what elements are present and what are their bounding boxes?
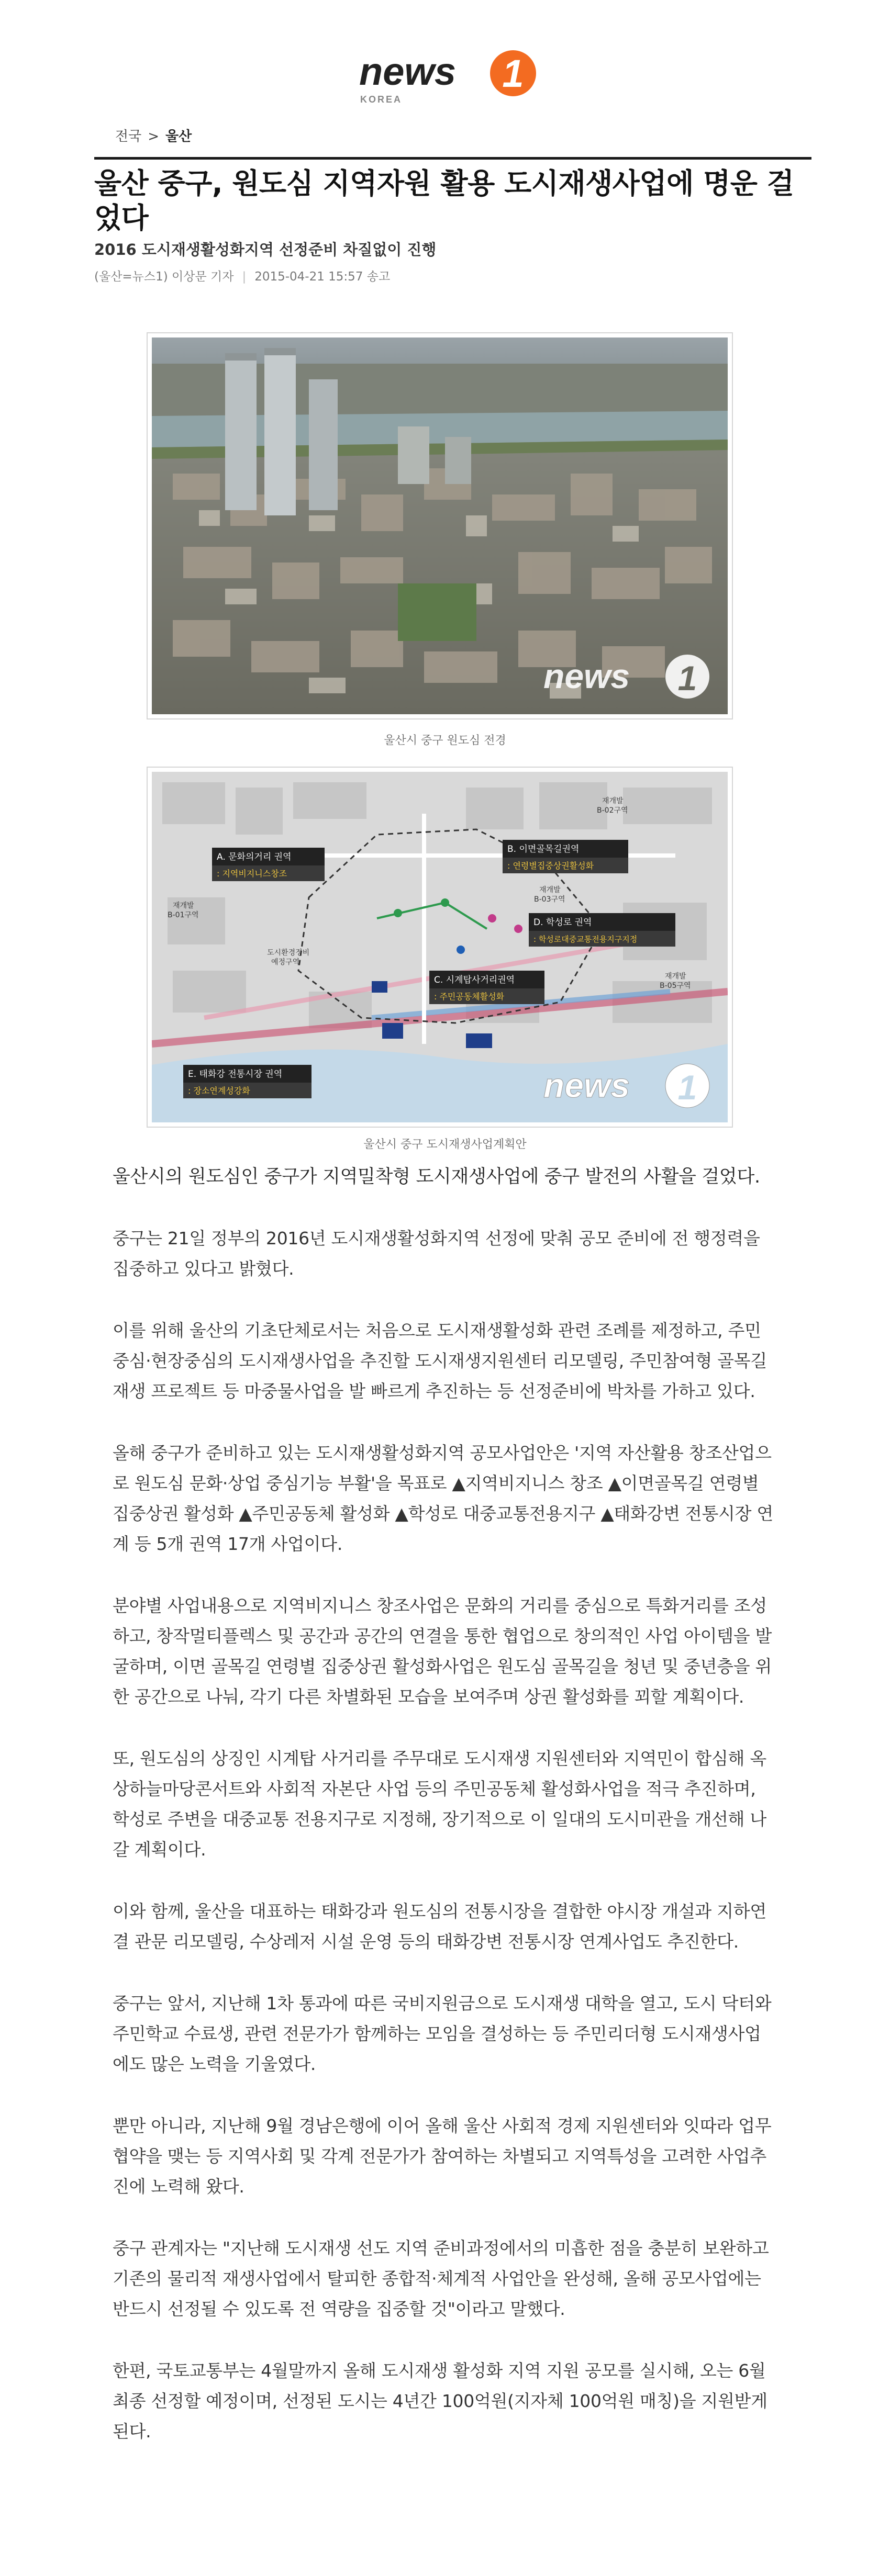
- article-paragraph: 울산시의 원도심인 중구가 지역밀착형 도시재생사업에 중구 발전의 사활을 걸었다.: [113, 1166, 760, 1187]
- article-subhead: 2016 도시재생활성화지역 선정준비 차질없이 진행: [94, 241, 437, 258]
- district-label: 재개발 B-03구역: [534, 886, 565, 904]
- breadcrumb-section-link[interactable]: 전국: [115, 129, 142, 144]
- logo-tagline: KOREA: [360, 94, 403, 105]
- zone-a-label: [212, 848, 325, 881]
- article-paragraph: 올해 중구가 준비하고 있는 도시재생활성화지역 공모사업안은 '지역 자산활용 창조산업으로 원도심 문화·상업 중심기능 부활'을 목표로 ▲지역비지니스 창조 ▲이면골목길 연령별 집중상권 활성화 ▲주민공동체 활성화 ▲학성로 대중교통전용지구 ▲태화강변 전통시장 연계 등 5개 권역 17개 사업이다.: [113, 1443, 773, 1554]
- figure-aerial-photo[interactable]: [147, 332, 733, 719]
- svg-text:: 학성로대중교통전용지구지정: : 학성로대중교통전용지구지정: [533, 935, 638, 944]
- news1-watermark-icon: [543, 651, 716, 704]
- logo-numeral: 1: [502, 52, 524, 95]
- svg-text:1: 1: [677, 1068, 697, 1107]
- article-paragraph: 중구는 21일 정부의 2016년 도시재생활성화지역 선정에 맞춰 공모 준비에 전 행정력을 집중하고 있다고 밝혔다.: [113, 1228, 760, 1279]
- zone-d-label: [529, 913, 675, 947]
- svg-text:: 연령별집중상권활성화: : 연령별집중상권활성화: [507, 861, 594, 871]
- figure-caption-aerial: 울산시 중구 원도심 전경: [384, 734, 506, 747]
- article-byline: [94, 267, 390, 284]
- district-label: 재개발 B-01구역: [168, 902, 199, 919]
- svg-text:news: news: [543, 657, 630, 695]
- breadcrumb-current-link[interactable]: 울산: [165, 129, 192, 144]
- zone-e-label: [183, 1065, 312, 1098]
- article-paragraph: 뿐만 아니라, 지난해 9월 경남은행에 이어 올해 울산 사회적 경제 지원센터와 잇따라 업무 협약을 맺는 등 지역사회 및 각계 전문가가 참여하는 차별되고 지역특성을 고려한 사업추진에 노력해 왔다.: [113, 2116, 772, 2197]
- byline-timestamp: 2015-04-21 15:57 송고: [254, 270, 391, 284]
- district-label: 도시환경정비 예정구역: [267, 949, 310, 966]
- article-body: [113, 1162, 777, 2478]
- article-paragraph: 중구 관계자는 "지난해 도시재생 선도 지역 준비과정에서의 미흡한 점을 충분히 보완하고 기존의 물리적 재생사업에서 탈피한 종합적·체계적 사업안을 완성해, 올해 공모사업에는 반드시 선정될 수 있도록 전 역량을 집중할 것"이라고 말했다.: [113, 2238, 769, 2319]
- article-paragraph: 또, 원도심의 상징인 시계탑 사거리를 주무대로 도시재생 지원센터와 지역민이 합심해 옥상하늘마당콘서트와 사회적 자본단 사업 등의 주민공동체 활성화사업을 적극 추진하며, 학성로 주변을 대중교통 전용지구로 지정해, 장기적으로 이 일대의 도시미관을 개선해 나갈 계획이다.: [113, 1748, 766, 1860]
- article-paragraph: 중구는 앞서, 지난해 1차 통과에 따른 국비지원금으로 도시재생 대학을 열고, 도시 닥터와 주민학교 수료생, 관련 전문가가 함께하는 모임을 결성하는 등 주민리더형 도시재생사업에도 많은 노력을 기울였다.: [113, 1993, 772, 2074]
- district-label: 재개발 B-02구역: [597, 797, 628, 815]
- svg-text:news: news: [543, 1066, 630, 1105]
- svg-text:E. 태화강 전통시장 권역: E. 태화강 전통시장 권역: [188, 1069, 283, 1079]
- svg-text:D. 학성로 권역: D. 학성로 권역: [533, 917, 592, 928]
- header-divider: [94, 157, 811, 160]
- byline-separator: |: [242, 270, 247, 284]
- figure-plan-map[interactable]: [147, 767, 733, 1128]
- logo-wordmark: news: [359, 50, 457, 93]
- svg-text:C. 시계탑사거리권역: C. 시계탑사거리권역: [434, 975, 515, 985]
- svg-text:: 지역비지니스창조: : 지역비지니스창조: [217, 869, 287, 879]
- svg-text:B. 이면골목길권역: B. 이면골목길권역: [507, 844, 580, 854]
- zone-b-label: [503, 840, 628, 873]
- news1-logo[interactable]: [356, 46, 544, 114]
- svg-text:: 장소연계성강화: : 장소연계성강화: [188, 1086, 250, 1096]
- breadcrumb: [115, 126, 192, 145]
- article-paragraph: 분야별 사업내용으로 지역비지니스 창조사업은 문화의 거리를 중심으로 특화거리를 조성하고, 창작멀티플렉스 및 공간과 공간의 연결을 통한 협업으로 창의적인 사업 아이템을 발굴하며, 이면 골목길 연령별 집중상권 활성화사업은 원도심 골목길을 청년 및 중년층을 위한 공간으로 나눠, 각기 다른 차별화된 모습을 보여주며 상권 활성화를 꾀할 계획이다.: [113, 1595, 772, 1707]
- svg-text:: 주민공동체활성화: : 주민공동체활성화: [434, 992, 505, 1002]
- article-paragraph: 이를 위해 울산의 기초단체로서는 처음으로 도시재생활성화 관련 조례를 제정하고, 주민중심·현장중심의 도시재생사업을 추진할 도시재생지원센터 리모델링, 주민참여형 골목길 재생 프로젝트 등 마중물사업을 발 빠르게 추진하는 등 선정준비에 박차를 가하고 있다.: [113, 1320, 767, 1401]
- zone-c-label: [429, 971, 544, 1004]
- district-label: 재개발 B-05구역: [660, 972, 691, 990]
- svg-text:A. 문화의거리 권역: A. 문화의거리 권역: [217, 852, 292, 862]
- news1-watermark-icon: [543, 1061, 716, 1113]
- article-paragraph: 이와 함께, 울산을 대표하는 태화강과 원도심의 전통시장을 결합한 야시장 개설과 지하연결 관문 리모델링, 수상레저 시설 운영 등의 태화강변 전통시장 연계사업도 추진한다.: [113, 1901, 766, 1952]
- figure-caption-plan: 울산시 중구 도시재생사업계획안: [363, 1138, 527, 1151]
- article-headline: 울산 중구, 원도심 지역자원 활용 도시재생사업에 명운 걸었다: [94, 167, 794, 234]
- article-paragraph: 한편, 국토교통부는 4월말까지 올해 도시재생 활성화 지역 지원 공모를 실시해, 오는 6월 최종 선정할 예정이며, 선정된 도시는 4년간 100억원(지자체 100억원 매칭)을 지원받게 된다.: [113, 2360, 767, 2442]
- breadcrumb-separator: >: [148, 129, 160, 144]
- svg-text:1: 1: [677, 659, 697, 698]
- byline-reporter: (울산=뉴스1) 이상문 기자: [94, 270, 234, 284]
